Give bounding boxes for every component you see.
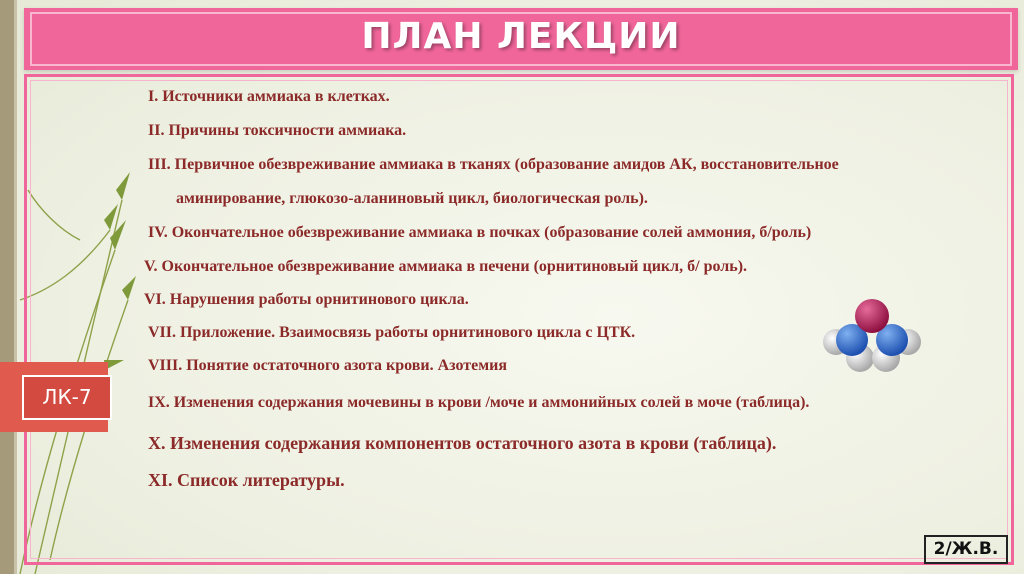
lecture-badge: ЛК-7 <box>22 375 112 420</box>
plan-item-3: III. Первичное обезвреживание аммиака в тканях (образование амидов АК, восстановительное <box>148 156 839 173</box>
plan-item-2: II. Причины токсичности аммиака. <box>148 122 407 139</box>
plan-item-3-continued: аминирование, глюкозо-аланиновый цикл, биологическая роль). <box>176 190 648 207</box>
page-label: 2/Ж.В. <box>924 535 1008 564</box>
title-bar <box>24 8 1018 70</box>
slide-title: ПЛАН ЛЕКЦИИ <box>361 16 681 57</box>
plan-item-1: I. Источники аммиака в клетках. <box>148 88 390 105</box>
plan-item-6: VI. Нарушения работы орнитинового цикла. <box>144 291 469 308</box>
plan-item-9: IX. Изменения содержания мочевины в крови /моче и аммонийных солей в моче (таблица). <box>148 394 810 411</box>
plan-item-7: VII. Приложение. Взаимосвязь работы орнитинового цикла с ЦТК. <box>148 324 636 341</box>
plan-item-10: X. Изменения содержания компонентов остаточного азота в крови (таблица). <box>148 433 777 453</box>
plan-item-8: VIII. Понятие остаточного азота крови. Азотемия <box>148 357 507 374</box>
water-molecule-icon <box>822 290 922 380</box>
plan-item-4: IV. Окончательное обезвреживание аммиака в почках (образование солей аммония, б/роль) <box>148 224 812 241</box>
plan-item-5: V. Окончательное обезвреживание аммиака в печени (орнитиновый цикл, б/ роль). <box>144 258 748 275</box>
plan-item-11: XI. Список литературы. <box>148 470 345 490</box>
